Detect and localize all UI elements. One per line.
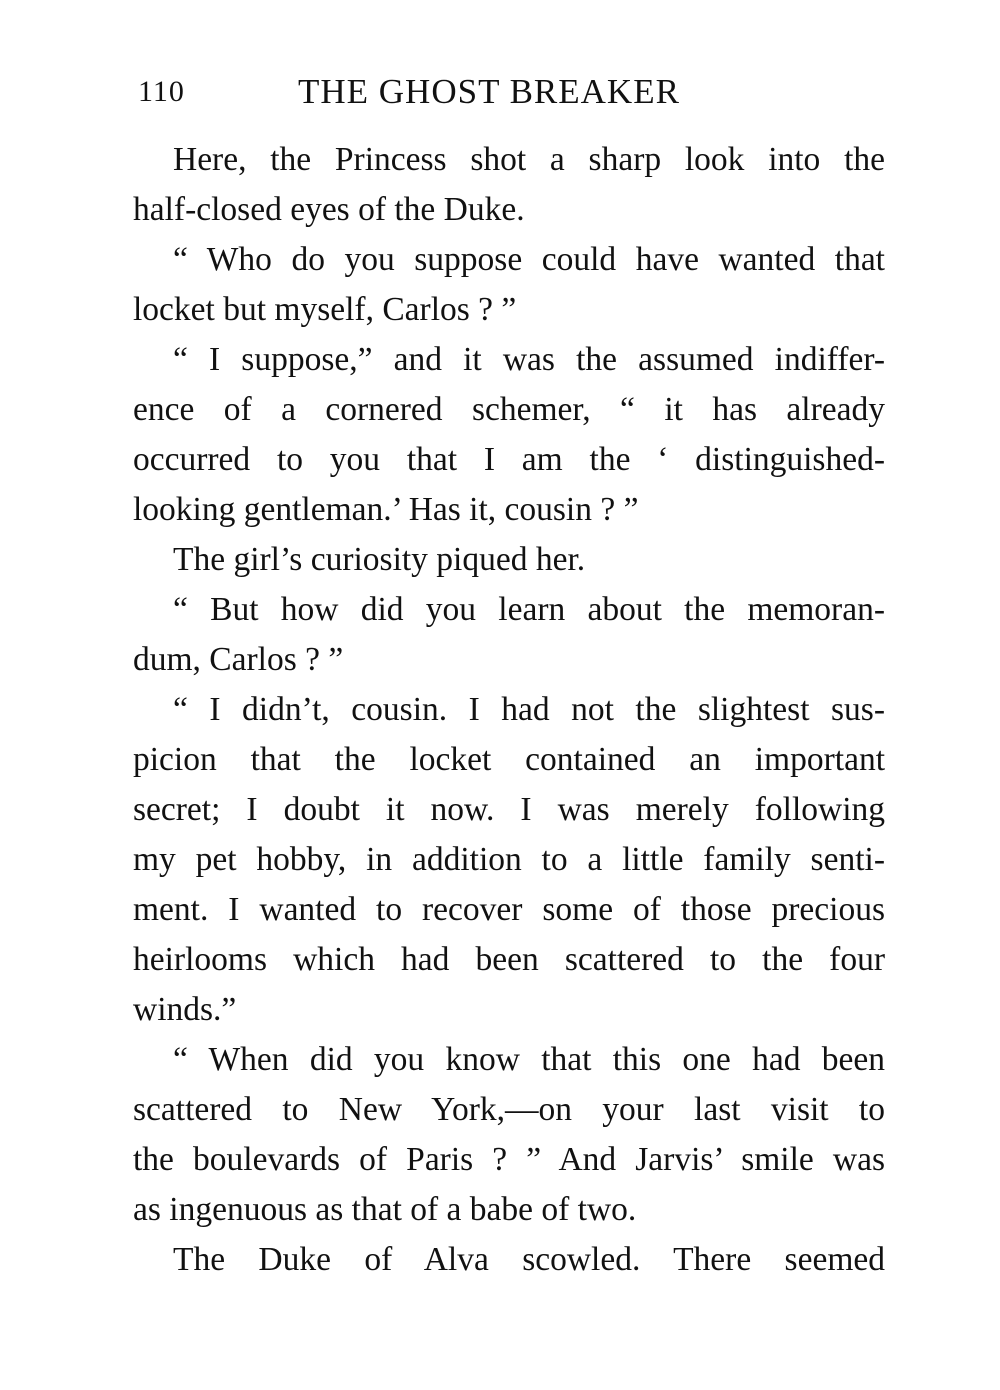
- text-line: the boulevards of Paris ? ” And Jarvis’ smile was: [133, 1141, 885, 1178]
- text-line: dum, Carlos ? ”: [133, 641, 344, 678]
- text-line: locket but myself, Carlos ? ”: [133, 291, 517, 328]
- text-line: “ Who do you suppose could have wanted that: [173, 241, 885, 278]
- text-line: looking gentleman.’ Has it, cousin ? ”: [133, 491, 639, 528]
- page-number: 110: [138, 75, 185, 108]
- text-line: picion that the locket contained an important: [133, 741, 885, 778]
- text-line: as ingenuous as that of a babe of two.: [133, 1191, 637, 1228]
- text-line: “ I suppose,” and it was the assumed indiffer-: [173, 341, 885, 378]
- text-line: Here, the Princess shot a sharp look into the: [173, 141, 885, 178]
- book-title: THE GHOST BREAKER: [298, 72, 680, 111]
- text-line: The girl’s curiosity piqued her.: [173, 541, 586, 578]
- body-text: [133, 135, 885, 1285]
- text-line: heirlooms which had been scattered to the four: [133, 941, 885, 978]
- text-line: occurred to you that I am the ‘ distinguished-: [133, 441, 885, 478]
- text-line: “ I didn’t, cousin. I had not the slightest sus-: [173, 691, 885, 728]
- running-head: [138, 68, 888, 116]
- text-line: half-closed eyes of the Duke.: [133, 191, 525, 228]
- text-line: winds.”: [133, 991, 237, 1028]
- text-line: ment. I wanted to recover some of those precious: [133, 891, 885, 928]
- text-line: my pet hobby, in addition to a little family senti-: [133, 841, 885, 878]
- text-line: “ But how did you learn about the memoran-: [173, 591, 885, 628]
- text-line: The Duke of Alva scowled. There seemed: [173, 1241, 885, 1278]
- text-line: “ When did you know that this one had been: [173, 1041, 885, 1078]
- text-line: ence of a cornered schemer, “ it has already: [133, 391, 885, 428]
- text-line: scattered to New York,—on your last visit to: [133, 1091, 885, 1128]
- text-line: secret; I doubt it now. I was merely following: [133, 791, 885, 828]
